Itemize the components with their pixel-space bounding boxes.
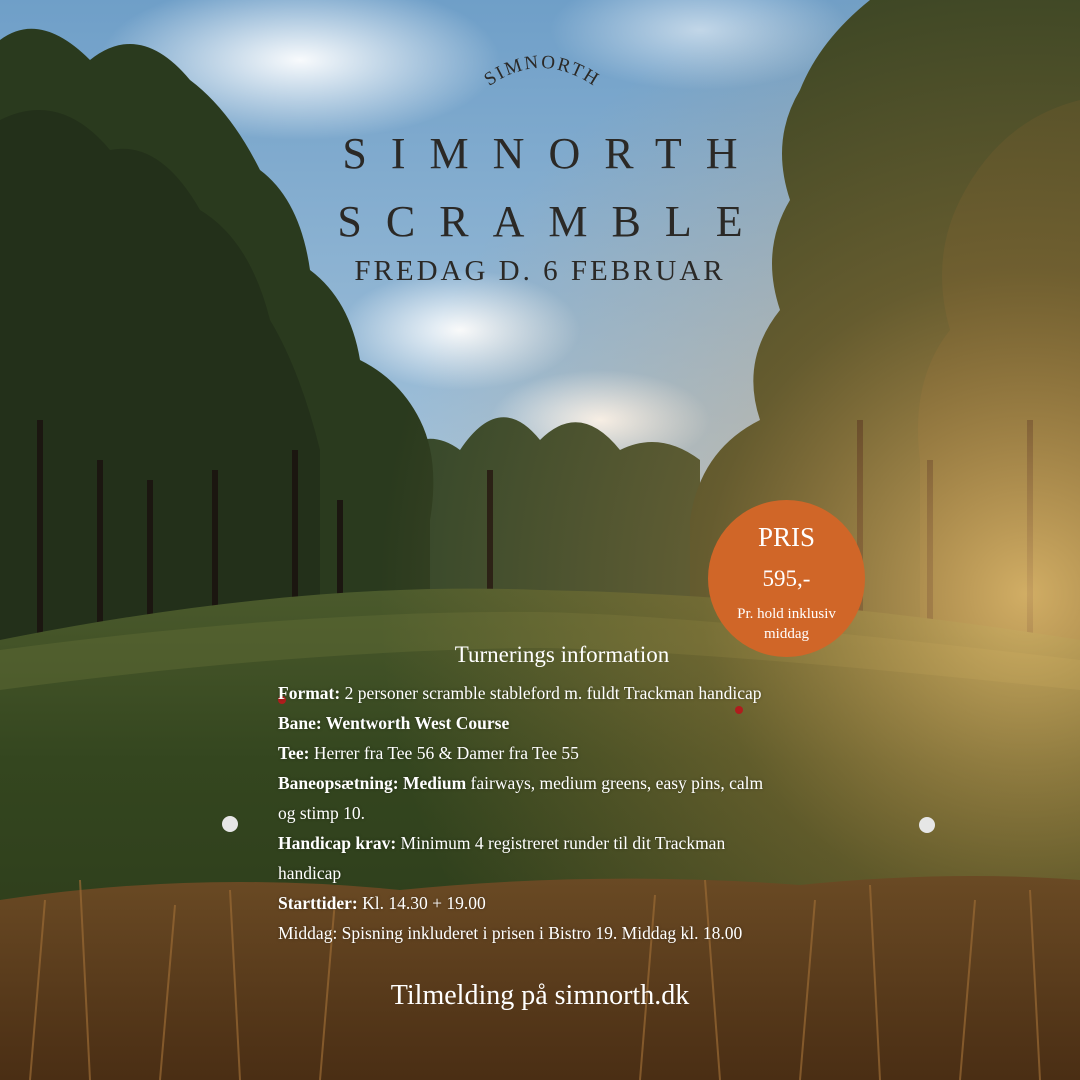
info-dinner: Middag: Spisning inkluderet i prisen i Bistro 19. Middag kl. 18.00 xyxy=(278,923,743,943)
info-course: Bane: Wentworth West Course xyxy=(278,713,510,733)
price-heading: PRIS xyxy=(757,522,816,552)
event-title-line1: SIMNORTH xyxy=(342,129,762,178)
info-setup-cont: og stimp 10. xyxy=(278,803,366,823)
price-badge xyxy=(708,500,865,657)
price-amount: 595,- xyxy=(762,566,811,591)
event-title-line2: SCRAMBLE xyxy=(337,197,767,246)
event-date: FREDAG D. 6 FEBRUAR xyxy=(354,255,726,287)
info-handicap: Handicap krav: Minimum 4 registreret runder til dit Trackman xyxy=(278,833,726,853)
info-heading: Turnerings information xyxy=(454,642,670,667)
tournament-info xyxy=(278,678,848,948)
signup-link[interactable]: Tilmelding på simnorth.dk xyxy=(390,980,690,1011)
svg-text:SIMNORTH: SIMNORTH xyxy=(480,51,604,92)
simnorth-logo xyxy=(440,38,640,118)
info-setup: Baneopsætning: Medium fairways, medium greens, easy pins, calm xyxy=(278,773,764,793)
price-note: Pr. hold inklusiv middag xyxy=(737,606,836,642)
info-handicap-cont: handicap xyxy=(278,863,342,883)
info-format: Format: 2 personer scramble stableford m. fuldt Trackman handicap xyxy=(278,683,762,703)
info-start-times: Starttider: Kl. 14.30 + 19.00 xyxy=(278,893,486,913)
info-tee: Tee: Herrer fra Tee 56 & Damer fra Tee 55 xyxy=(278,743,579,763)
